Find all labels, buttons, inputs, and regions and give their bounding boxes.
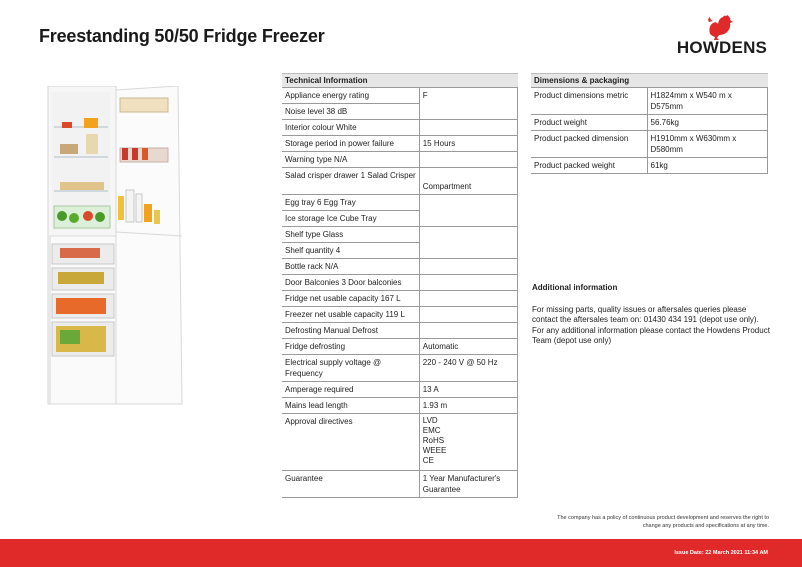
additional-info-text: For missing parts, quality issues or aftersales queries please contact the aftersales team on: 01430 434 191 (depot use only). For any additional information please contact the Howdens Product Team (depot use only) — [532, 304, 770, 345]
table-row: Salad crisper drawer 1 Salad Crisper Compartment — [282, 168, 518, 195]
table-row: Product packed dimension H1910mm x W630mm x D580mm — [531, 131, 768, 158]
product-image — [38, 86, 184, 412]
table-row: Mains lead length 1.93 m — [282, 398, 518, 414]
table-row: Guarantee 1 Year Manufacturer's Guarantee — [282, 471, 518, 498]
table-row: Warning type N/A — [282, 152, 518, 168]
table-row: Electrical supply voltage @ Frequency 220 - 240 V @ 50 Hz — [282, 355, 518, 382]
dimensions-heading: Dimensions & packaging — [531, 74, 768, 88]
issue-date: Issue Date: 22 March 2021 11:34 AM — [674, 550, 768, 556]
additional-info — [532, 283, 772, 347]
rooster-icon — [704, 14, 734, 40]
technical-info-table — [282, 73, 518, 498]
howdens-logo — [676, 14, 776, 60]
table-row: Product dimensions metric H1824mm x W540 m x D575mm — [531, 88, 768, 115]
table-row: Defrosting Manual Defrost — [282, 323, 518, 339]
table-row: Door Balconies 3 Door balconies — [282, 275, 518, 291]
table-row: Amperage required 13 A — [282, 382, 518, 398]
table-row: Noise level 38 dB — [282, 104, 518, 120]
table-row: Approval directives LVD EMC RoHS WEEE CE — [282, 414, 518, 471]
table-row: Product packed weight 61kg — [531, 158, 768, 174]
brand-name: HOWDENS — [676, 38, 768, 57]
dimensions-table — [531, 73, 768, 174]
table-row: Fridge defrosting Automatic — [282, 339, 518, 355]
table-row: Shelf type Glass — [282, 227, 518, 243]
table-row: Freezer net usable capacity 119 L — [282, 307, 518, 323]
additional-info-heading: Additional information — [532, 283, 618, 292]
footer-bar — [0, 539, 802, 567]
table-row: Ice storage Ice Cube Tray — [282, 211, 518, 227]
table-row: Fridge net usable capacity 167 L — [282, 291, 518, 307]
technical-info-heading: Technical Information — [282, 74, 518, 88]
page-title: Freestanding 50/50 Fridge Freezer — [39, 26, 325, 46]
table-row: Storage period in power failure 15 Hours — [282, 136, 518, 152]
table-row: Shelf quantity 4 — [282, 243, 518, 259]
table-row: Product weight 56.76kg — [531, 115, 768, 131]
table-row: Interior colour White — [282, 120, 518, 136]
table-row: Appliance energy rating F — [282, 88, 518, 104]
table-row: Bottle rack N/A — [282, 259, 518, 275]
table-row: Egg tray 6 Egg Tray — [282, 195, 518, 211]
disclaimer: The company has a policy of continuous product development and reserves the right to change any products and specifications at any time. — [557, 515, 769, 529]
